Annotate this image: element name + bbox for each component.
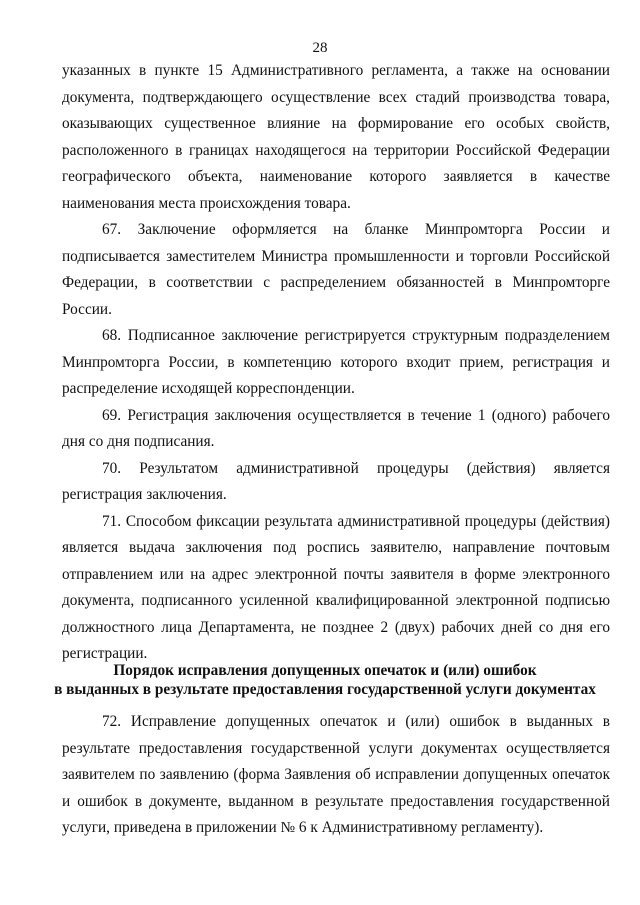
page-number: 28 [312,40,328,56]
paragraph-67: 67. Заключение оформляется на бланке Минпромторга России и подписывается заместителем Министра промышленности и торговли Российской Федерации, в соответствии с распределением обязанностей в Минпромторге России. [62,221,610,318]
paragraph-69: 69. Регистрация заключения осуществляется в течение 1 (одного) рабочего дня со дня подписания. [62,406,610,450]
paragraph-68: 68. Подписанное заключение регистрируется структурным подразделением Минпромторга России, в компетенцию которого входит прием, регистрация и распределение исходящей корреспонденции. [62,327,610,397]
paragraph-71: 71. Способом фиксации результата административной процедуры (действия) является выдача заключения под роспись заявителю, направление почтовым отправлением или на адрес электронной почты заявителя в форме электронного документа, подписанного усиленной квалифицированной электронной подписью должностного лица Департамента, не позднее 2 (двух) рабочих дней со дня его регистрации. [62,512,610,662]
section-heading-line-1: Порядок исправления допущенных опечаток и (или) ошибок [113,662,537,679]
paragraph-72: 72. Исправление допущенных опечаток и (или) ошибок в выданных в результате предоставления государственной услуги документах осуществляется заявителем по заявлению (форма Заявления об исправлении допущенных опечаток и ошибок в документе, выданном в результате предоставления государственной услуги, приведена в приложении № 6 к Административному регламенту). [62,713,610,836]
body-text-after-heading [62,709,610,842]
paragraph-continuation: указанных в пункте 15 Административного регламента, а также на основании документа, подтверждающего осуществление всех стадий производства товара, оказывающих существенное влияние на формирование его особых свойств, расположенного в границах находящегося на территории Российской Федерации географического объекта, наименование которого заявляется в качестве наименования места происхождения товара. [62,62,610,212]
paragraph-70: 70. Результатом административной процедуры (действия) является регистрация заключения. [62,459,610,503]
section-heading [40,661,610,699]
section-heading-line-2: в выданных в результате предоставления государственной услуги документах [54,681,596,698]
body-text [62,58,610,668]
